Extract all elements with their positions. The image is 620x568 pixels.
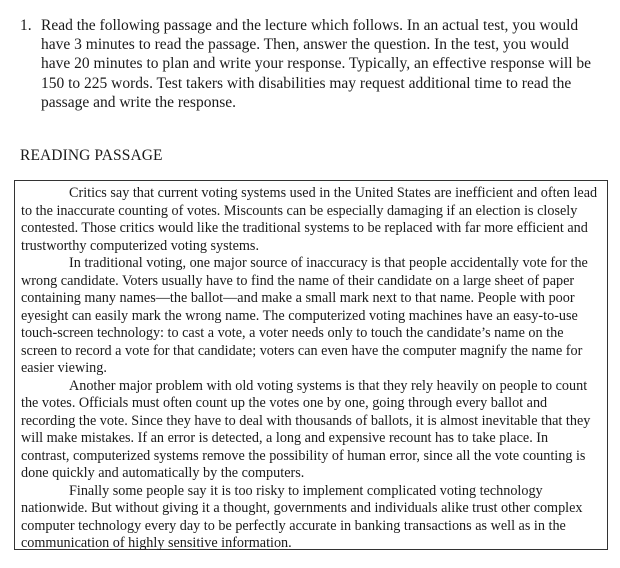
section-heading: READING PASSAGE (20, 147, 163, 164)
passage-text (21, 185, 599, 553)
reading-passage-box (14, 180, 608, 550)
question-text: Read the following passage and the lecture which follows. In an actual test, you would have 3 minutes to read the passage. Then, answer the question. In the test, you would have 20 minutes to plan and write your response. Typically, an effective response will be 150 to 225 words. Test takers with disabilities may request additional time to read the passage and write the response. (41, 17, 592, 111)
passage-paragraph-1: Critics say that current voting systems used in the United States are inefficient and often lead to the inaccurate counting of votes. Miscounts can be especially damaging if an election is closely contested. Those critics would like the traditional systems to be replaced with far more efficient and trustworthy computerized voting systems. (21, 185, 598, 254)
passage-paragraph-3: Another major problem with old voting systems is that they rely heavily on people to count the votes. Officials must often count up the votes one by one, going through every ballot and recording the vote. Since they have to deal with thousands of ballots, it is almost inevitable that they will make mistakes. If an error is detected, a long and expensive recount has to take place. In contrast, computerized systems remove the possibility of human error, since all the vote counting is done quickly and automatically by the computers. (21, 377, 591, 481)
question-number: 1. (20, 17, 32, 34)
passage-paragraph-2: In traditional voting, one major source of inaccuracy is that people accidentally vote for the wrong candidate. Voters usually have to find the name of their candidate on a large sheet of paper containing many names—the ballot—and make a small mark next to that name. People with poor eyesight can easily mark the wrong name. The computerized voting machines have an easy-to-use touch-screen technology: to cast a vote, a voter needs only to touch the candidate’s name on the screen to record a vote for that candidate; voters can even have the computer magnify the name for easier viewing. (21, 255, 588, 376)
passage-paragraph-4: Finally some people say it is too risky to implement complicated voting technology nationwide. But without giving it a thought, governments and individuals alike trust other complex computer technology every day to be perfectly accurate in banking transactions as well as in the communication of highly sensitive information. (21, 482, 583, 551)
question-block (20, 16, 600, 112)
